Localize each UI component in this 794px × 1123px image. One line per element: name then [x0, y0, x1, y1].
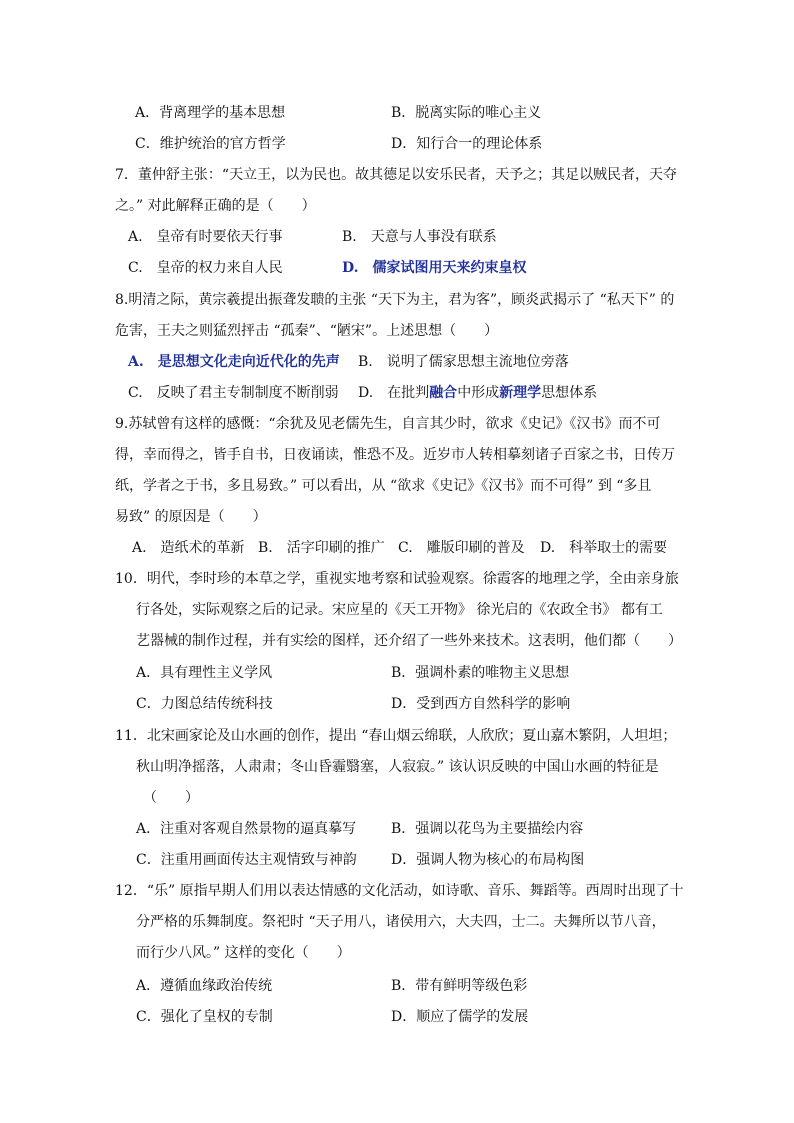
q11-option-c: C．注重用画面传达主观情致与神韵 — [136, 852, 357, 868]
q11-option-a: A．注重对客观自然景物的逼真摹写 — [136, 821, 357, 837]
q8-option-c: C. 反映了君主专制制度不断削弱 — [128, 385, 339, 401]
q10-option-d: D．受到西方自然科学的影响 — [391, 696, 571, 712]
q12-option-b: B．带有鲜明等级色彩 — [391, 978, 528, 994]
q8-option-d-part-1: D. 在批判 — [358, 385, 430, 401]
q11-option-d: D．强调人物为核心的布局构图 — [391, 852, 585, 868]
q6-option-a: A．背离理学的基本思想 — [135, 105, 286, 121]
q9-stem-line-1: 9.苏轼曾有这样的感慨：“余犹及见老儒先生，自言其少时，欲求《史记》《汉书》而不可 — [115, 416, 661, 432]
q11-stem-line-3: （ ） — [143, 790, 199, 806]
q9-option-b: B. 活字印刷的推广 — [258, 540, 385, 556]
q6-option-c: C．维护统治的官方哲学 — [135, 136, 286, 152]
q6-option-b: B．脱离实际的唯心主义 — [391, 105, 542, 121]
q12-stem-line-1: 12．“乐” 原指早期人们用以表达情感的文化活动，如诗歌、音乐、舞蹈等。西周时出现了十 — [115, 883, 684, 899]
q9-option-c: C. 雕版印刷的普及 — [398, 540, 525, 556]
q7-option-a: A. 皇帝有时要依天行事 — [128, 229, 283, 245]
q9-stem-line-4: 易致” 的原因是（ ） — [115, 509, 267, 525]
q8-option-d-part-2: 融合 — [429, 385, 458, 401]
q8-stem-line-2: 危害，王夫之则猛烈抨击 “孤秦”、“陋宋”。上述思想（ ） — [115, 323, 499, 339]
q8-option-d-part-5: 思想体系 — [541, 385, 598, 401]
q9-stem-line-3: 纸，学者之于书，多且易致。” 可以看出，从 “欲求《史记》《汉书》而不可得” 到 “多且 — [115, 478, 652, 494]
q9-option-d: D. 科举取士的需要 — [540, 540, 668, 556]
q7-stem-line-2: 之。” 对此解释正确的是（ ） — [115, 198, 316, 214]
q12-option-a: A．遵循血缘政治传统 — [136, 978, 273, 994]
q8-stem-line-1: 8.明清之际，黄宗羲提出振聋发聩的主张 “天下为主，君为客”，顾炎武揭示了 “私天下” 的 — [115, 292, 675, 308]
q11-stem-line-1: 11．北宋画家论及山水画的创作，提出 “春山烟云绵联，人欣欣；夏山嘉木繁阴，人坦坦； — [115, 728, 677, 744]
q12-option-c: C．强化了皇权的专制 — [136, 1009, 273, 1025]
q10-stem-line-3: 艺器械的制作过程，并有实绘的图样，还介绍了一些外来技术。这表明，他们都（ ） — [136, 633, 682, 649]
q7-option-b: B. 天意与人事没有联系 — [342, 229, 497, 245]
q8-option-d-part-4: 新理学 — [499, 385, 542, 401]
q9-stem-line-2: 得，幸而得之，皆手自书，日夜诵读，惟恐不及。近岁市人转相摹刻诸子百家之书，日传万 — [115, 447, 675, 463]
q8-option-a-answer: A. 是思想文化走向近代化的先声 — [128, 354, 340, 370]
q10-stem-line-1: 10．明代，李时珍的本草之学，重视实地考察和试验观察。徐霞客的地理之学，全由亲身旅 — [115, 571, 679, 587]
q12-stem-line-2: 分严格的乐舞制度。祭祀时 “天子用八，诸侯用六，大夫四，士二。夫舞所以节八音， — [136, 914, 666, 930]
q7-option-c: C. 皇帝的权力来自人民 — [128, 260, 283, 276]
q8-option-b: B. 说明了儒家思想主流地位旁落 — [358, 354, 569, 370]
q10-option-b: B．强调朴素的唯物主义思想 — [391, 665, 570, 681]
q8-option-d — [358, 383, 597, 403]
q9-option-a: A. 造纸术的革新 — [132, 540, 245, 556]
q11-option-b: B．强调以花鸟为主要描绘内容 — [391, 821, 584, 837]
q7-option-d-answer: D. 儒家试图用天来约束皇权 — [342, 260, 527, 276]
q8-option-d-part-3: 中形成 — [457, 385, 500, 401]
q10-stem-line-2: 行各处，实际观察之后的记录。宋应星的《天工开物》 徐光启的《农政全书》 都有工 — [136, 602, 663, 618]
q12-option-d: D．顺应了儒学的发展 — [391, 1009, 529, 1025]
q10-option-c: C．力图总结传统科技 — [136, 696, 273, 712]
q11-stem-line-2: 秋山明净摇落，人肃肃；冬山昏霾翳塞，人寂寂。” 该认识反映的中国山水画的特征是 — [136, 759, 659, 775]
q7-stem-line-1: 7．董仲舒主张：“天立王，以为民也。故其德足以安乐民者，天予之；其足以贼民者，天夺 — [115, 167, 678, 183]
q12-stem-line-3: 而行少八风。” 这样的变化（ ） — [136, 945, 351, 961]
q6-option-d: D．知行合一的理论体系 — [391, 136, 543, 152]
q10-option-a: A．具有理性主义学风 — [136, 665, 273, 681]
